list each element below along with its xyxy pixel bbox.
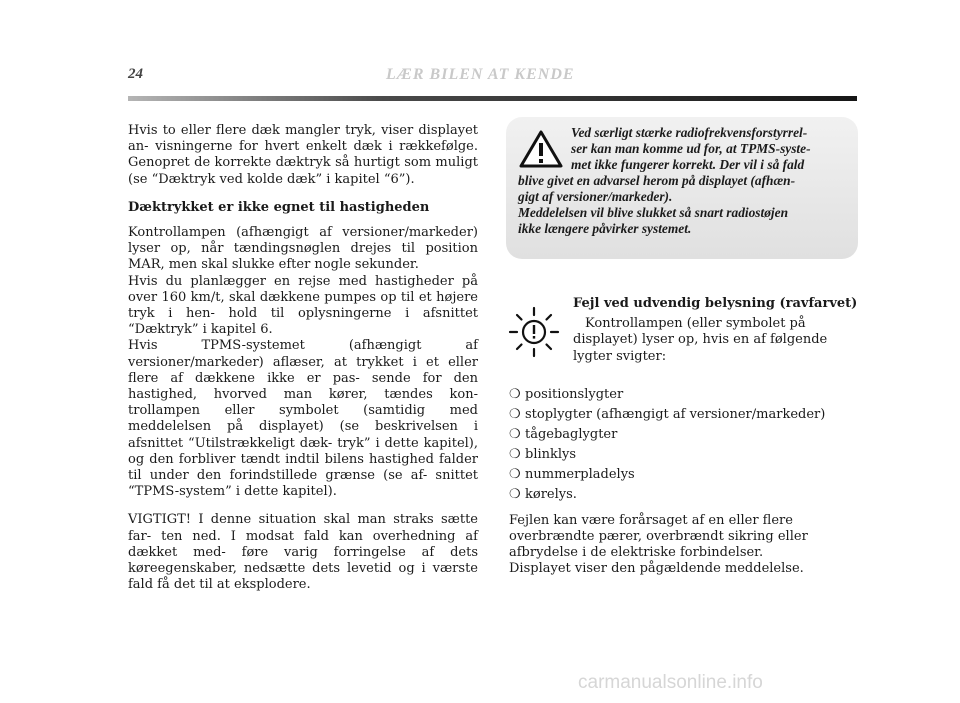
section-heading: Fejl ved udvendig belysning (ravfarvet) (573, 296, 858, 311)
warning-text (518, 125, 846, 237)
warning-line: gigt af versioner/markeder). (518, 189, 673, 204)
paragraph: VIGTIGT! I denne situation skal man straks sætte far- ten ned. I modsat fald kan overhedning af dækket med- føre varig forringelse af dets køreegenskaber, nedsætte dets levetid og i værste fald få det til at eksplodere. (128, 512, 478, 593)
paragraph: Kontrollampen (afhængigt af versioner/markeder) lyser op, når tændingsnøglen drejes til position MAR, men skal slukke efter nogle sekunder. (128, 225, 478, 273)
warning-box (506, 117, 858, 259)
warning-line: Meddelelsen vil blive slukket så snart radiostøjen (518, 205, 789, 220)
warning-line: met ikke fungerer korrekt. Der vil i så fald (571, 157, 805, 172)
paragraph: Fejlen kan være forårsaget af en eller flere overbrændte pærer, overbrændt sikring eller afbrydelse i de elektriske forbindelser. (509, 512, 808, 561)
bullet-icon: ❍ (509, 446, 521, 462)
list-item (509, 465, 861, 485)
right-column (509, 296, 861, 578)
page-number: 24 (128, 66, 143, 82)
left-column (128, 123, 478, 605)
running-title: LÆR BILEN AT KENDE (386, 66, 575, 83)
warning-line: blive givet en advarsel herom på displayet (afhæn- (518, 173, 796, 188)
warning-line: Ved særligt stærke radiofrekvensforstyrrel- (571, 125, 808, 140)
bullet-icon: ❍ (509, 406, 521, 422)
bullet-icon: ❍ (509, 486, 521, 502)
list-item (509, 405, 861, 425)
list-item (509, 425, 861, 445)
list-item-label: positionslygter (525, 386, 624, 402)
list-item-label: kørelys. (525, 486, 577, 502)
paragraph: Hvis to eller flere dæk mangler tryk, viser displayet an- visningerne for hvert enkelt dæk i rækkefølge. Genopret de korrekte dæktryk så hurtigt som muligt (se “Dæktryk ved kolde dæk” i kapitel “6”). (128, 123, 478, 187)
paragraph: Displayet viser den pågældende meddelelse. (509, 561, 804, 577)
paragraph: Hvis du planlægger en rejse med hastigheder på over 160 km/t, skal dækkene pumpes op til et højere tryk i hen- hold til oplysningerne i afsnittet “Dæktryk” i kapitel 6. (128, 273, 478, 338)
list-item (509, 485, 861, 505)
list-item-label: blinklys (525, 446, 577, 462)
list-item (509, 445, 861, 465)
bullet-icon: ❍ (509, 386, 521, 402)
warning-line: ikke længere påvirker systemet. (518, 221, 692, 236)
watermark: carmanualsonline.info (578, 672, 763, 693)
list-item (509, 385, 861, 405)
bullet-icon: ❍ (509, 466, 521, 482)
list-item-label: tågebaglygter (525, 426, 618, 442)
section-heading: Dæktrykket er ikke egnet til hastigheden (128, 199, 430, 215)
list-item-label: nummerpladelys (525, 466, 635, 482)
paragraph: Hvis TPMS-systemet (afhængigt af versioner/markeder) aflæser, at trykket i et eller flere af dækkene ikke er pas- sende for den hastighed, hvorved man kører, tændes kon- trollampen eller symbolet (samtidig med meddelelsen på displayet) (se beskrivelsen i afsnittet “Utilstrækkeligt dæk- tryk” i dette kapitel), og den forbliver tændt indtil bilens hastighed falder til under den forindstillede grænse (se af- snittet “TPMS-system” i dette kapitel). (128, 338, 478, 500)
bullet-icon: ❍ (509, 426, 521, 442)
list-item-label: stoplygter (afhængigt af versioner/markeder) (525, 406, 826, 422)
paragraph: Kontrollampen (eller symbolet på displayet) lyser op, hvis en af følgende lygter svigter: (573, 316, 828, 364)
lamp-list (509, 385, 861, 505)
warning-line: ser kan man komme ud for, at TPMS-syste- (571, 141, 811, 156)
header-rule (128, 96, 857, 101)
